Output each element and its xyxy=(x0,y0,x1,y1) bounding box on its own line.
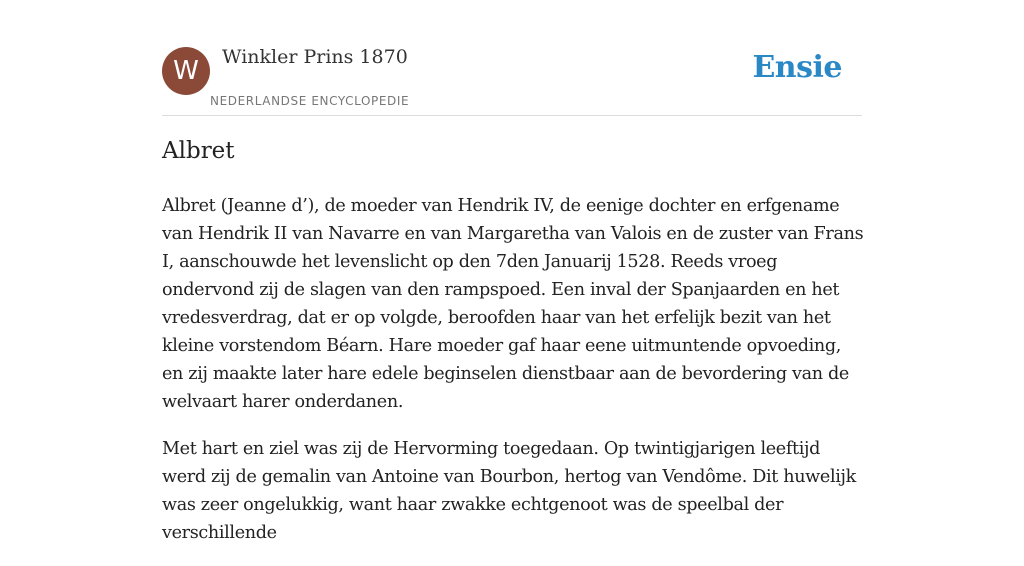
article-paragraph-1: Albret (Jeanne d’), de moeder van Hendrik IV, de eenige dochter en erfgename van Hendrik II van Navarre en van Margaretha van Valois en de zuster van Frans I, aanschouwde het levenslicht op den 7den Januarij 1528. Reeds vroeg ondervond zij de slagen van den rampspoed. Een inval der Spanjaarden en het vredesverdrag, dat er op volgde, beroofden haar van het erfelijk bezit van het kleine vorstendom Béarn. Hare moeder gaf haar eene uitmuntende opvoeding, en zij maakte later hare edele beginselen dienstbaar aan de bevordering van de welvaart harer onderdanen. xyxy=(162,196,864,412)
page-container xyxy=(162,0,864,543)
source-subtitle: NEDERLANDSE ENCYCLOPEDIE xyxy=(210,94,410,108)
source-avatar[interactable]: W xyxy=(162,47,210,95)
ensie-logo[interactable]: Ensie xyxy=(752,50,842,85)
article-title: Albret xyxy=(162,138,235,164)
site-header xyxy=(162,0,862,116)
article-body xyxy=(162,192,866,566)
article-paragraph-2: Met hart en ziel was zij de Hervorming toegedaan. Op twintigjarigen leeftijd werd zij de gemalin van Antoine van Bourbon, hertog van Vendôme. Dit huwelijk was zeer ongelukkig, want haar zwakke echtgenoot was de speelbal der verschillende xyxy=(162,439,856,543)
source-title[interactable]: Winkler Prins 1870 xyxy=(222,46,408,68)
